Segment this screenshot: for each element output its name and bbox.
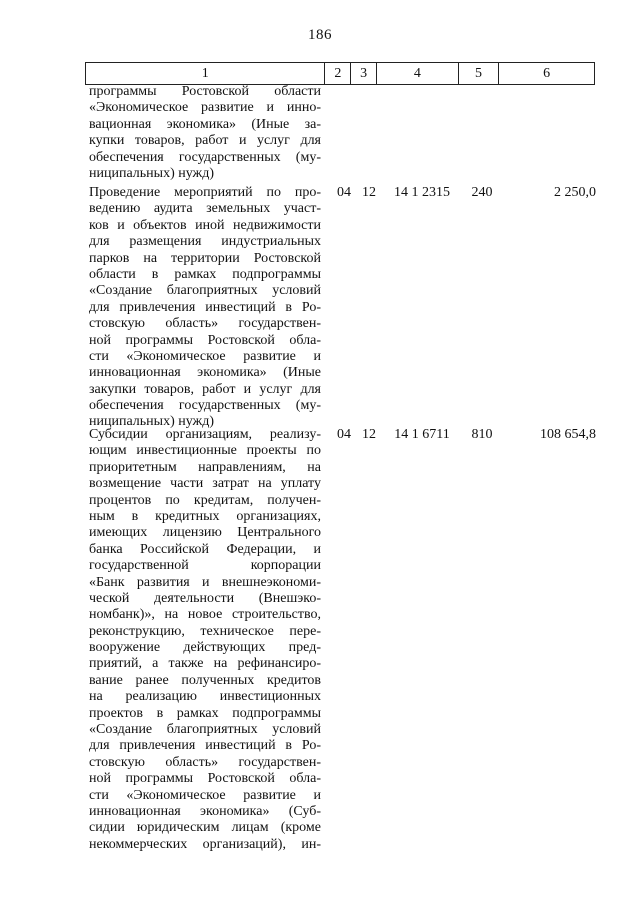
expense-type-code: 810 xyxy=(471,427,493,442)
description-line: «Банк развития и внешнеэкономи- xyxy=(89,574,321,590)
description-line: стовскую область» государствен- xyxy=(89,754,321,770)
amount: 2 250,0 xyxy=(554,185,596,200)
description-line: программы Ростовской области xyxy=(89,84,321,99)
description-line: приятий, а также на рефинансиро- xyxy=(89,656,321,672)
description-line: стовскую область» государствен- xyxy=(89,316,321,332)
description-line: купки товаров, работ и услуг для xyxy=(89,133,321,149)
subsection-code: 12 xyxy=(362,185,376,200)
description-line: вооружение действующих пред- xyxy=(89,640,321,656)
description-line: процентов по кредитам, получен- xyxy=(89,492,321,508)
table-row xyxy=(89,185,599,435)
expense-type-code: 240 xyxy=(471,185,493,200)
header-col-6: 6 xyxy=(499,63,595,85)
description-line: обеспечения государственных (му- xyxy=(89,398,321,414)
description-line: для размещения индустриальных xyxy=(89,234,321,250)
description-line: ведению аудита земельных участ- xyxy=(89,201,321,217)
page-number: 186 xyxy=(308,27,332,43)
section-code: 04 xyxy=(337,427,351,442)
description-line: возмещение части затрат на уплату xyxy=(89,476,321,492)
description-line: Проведение мероприятий по про- xyxy=(89,185,321,200)
description-line: вание ранее полученных кредитов xyxy=(89,672,321,688)
target-article-code: 14 1 6711 xyxy=(394,427,450,442)
description-line: «Экономическое развитие и инно- xyxy=(89,100,321,116)
description-line: ным в кредитных организациях, xyxy=(89,508,321,524)
header-col-2: 2 xyxy=(325,63,351,85)
description-line: закупки товаров, работ и услуг для xyxy=(89,381,321,397)
description-line: ниципальных) нужд) xyxy=(89,414,214,430)
description-line: «Создание благоприятных условий xyxy=(89,722,321,738)
description-line: ющим инвестиционные проекты по xyxy=(89,443,321,459)
target-article-code: 14 1 2315 xyxy=(394,185,450,200)
description-line: Субсидии организациям, реализу- xyxy=(89,427,321,442)
description-line: обеспечения государственных (му- xyxy=(89,149,321,165)
description-line: инновационная экономика» (Иные xyxy=(89,365,321,381)
row-description xyxy=(89,427,321,853)
description-line: для привлечения инвестиций в Ро- xyxy=(89,738,321,754)
description-line: для привлечения инвестиций в Ро- xyxy=(89,299,321,315)
description-line: некоммерческих организаций), ин- xyxy=(89,836,321,852)
table-row xyxy=(89,427,599,857)
description-line: ной программы Ростовской обла- xyxy=(89,332,321,348)
description-line: ков и объектов иной недвижимости xyxy=(89,217,321,233)
description-line: банка Российской Федерации, и xyxy=(89,541,321,557)
description-line: области в рамках подпрограммы xyxy=(89,266,321,282)
description-line: имеющих лицензию Центрального xyxy=(89,525,321,541)
description-line: вационная экономика» (Иные за- xyxy=(89,116,321,132)
header-col-3: 3 xyxy=(351,63,377,85)
description-line: ниципальных) нужд) xyxy=(89,165,214,181)
row-description xyxy=(89,84,321,182)
description-line: сти «Экономическое развитие и xyxy=(89,787,321,803)
amount: 108 654,8 xyxy=(540,427,596,442)
description-line: сидии юридическим лицам (кроме xyxy=(89,820,321,836)
description-line: государственной корпорации xyxy=(89,558,321,574)
description-line: приоритетным направлениям, на xyxy=(89,459,321,475)
subsection-code: 12 xyxy=(362,427,376,442)
description-line: проектов в рамках подпрограммы xyxy=(89,705,321,721)
description-line: сти «Экономическое развитие и xyxy=(89,348,321,364)
description-line: ческой деятельности (Внешэко- xyxy=(89,590,321,606)
header-col-5: 5 xyxy=(458,63,499,85)
description-line: номбанк)», на новое строительство, xyxy=(89,607,321,623)
description-line: ной программы Ростовской обла- xyxy=(89,771,321,787)
row-description xyxy=(89,185,321,431)
header-col-4: 4 xyxy=(376,63,458,85)
description-line: реконструкцию, техническое пере- xyxy=(89,623,321,639)
header-col-1: 1 xyxy=(86,63,325,85)
description-line: парков на территории Ростовской xyxy=(89,250,321,266)
table-header xyxy=(85,62,595,85)
description-line: «Создание благоприятных условий xyxy=(89,283,321,299)
description-line: инновационная экономика» (Суб- xyxy=(89,803,321,819)
section-code: 04 xyxy=(337,185,351,200)
description-line: на реализацию инвестиционных xyxy=(89,689,321,705)
table-row xyxy=(89,84,599,184)
